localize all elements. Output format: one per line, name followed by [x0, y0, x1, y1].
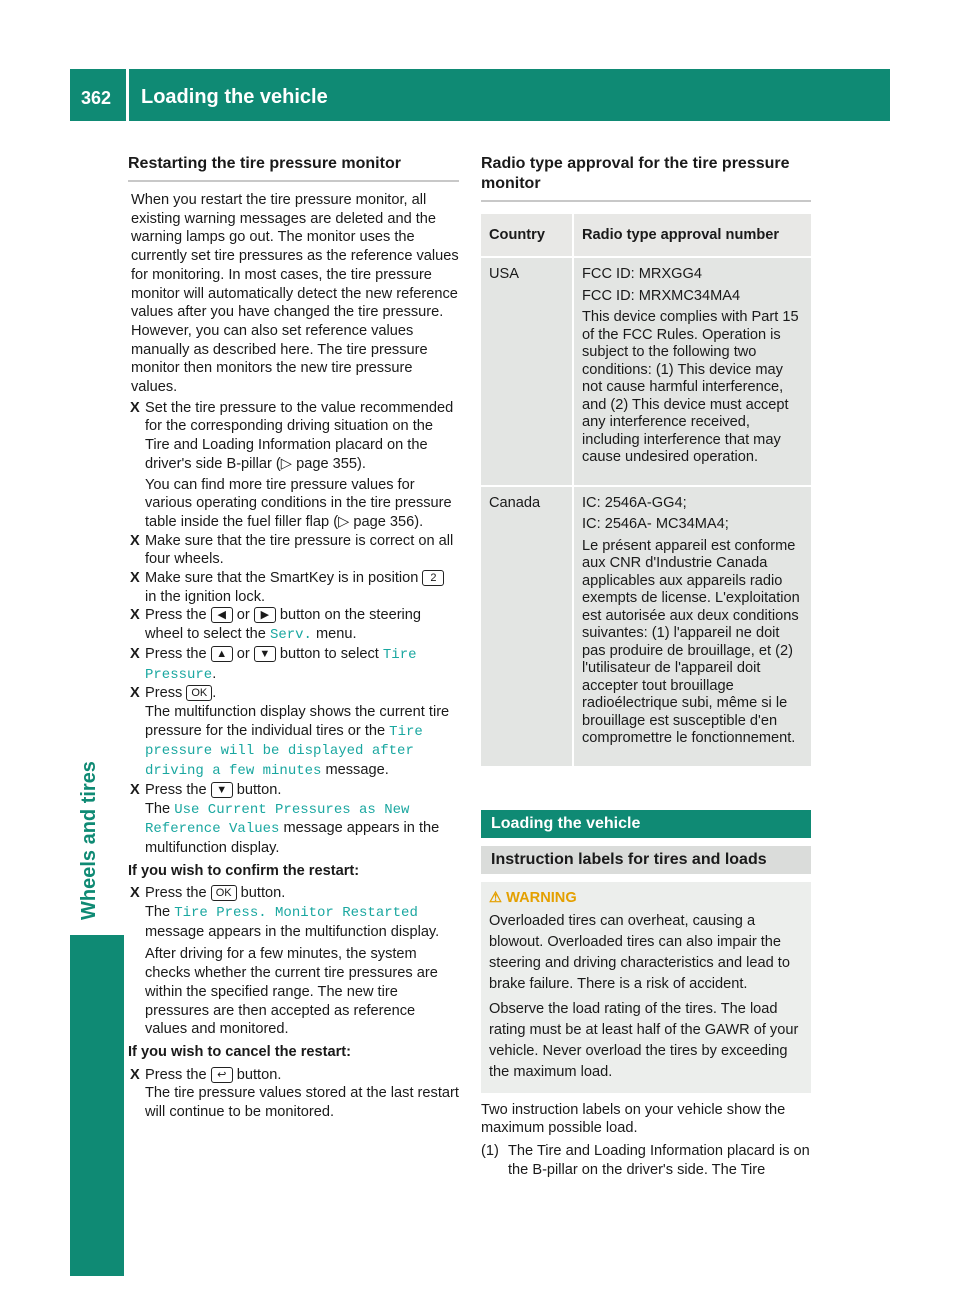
approval-table — [481, 214, 811, 766]
section-heading-radio: Radio type approval for the tire pressure monitor — [481, 155, 790, 192]
down-arrow-button-icon: ▼ — [254, 646, 276, 662]
intro-paragraph: When you restart the tire pressure monitor, all existing warning messages are deleted and the warning lamps go out. The monitor uses the currently set tire pressures as the reference values for monitoring. In most cases, the tire pressure monitor will automatically detect the new reference values after you have changed the tire pressure. However, you can also set reference values manually as described here. The tire pressure monitor then monitors the new tire pressure values. — [131, 192, 459, 396]
step-marker-icon: X — [130, 399, 140, 416]
left-column — [128, 154, 459, 1122]
heading-rule — [128, 180, 459, 182]
warning-label: WARNING — [506, 889, 577, 906]
menu-name-tire-pressure: Tire Pressure — [145, 646, 417, 683]
step-marker-icon: X — [130, 607, 140, 624]
labels-intro: Two instruction labels on your vehicle show the maximum possible load. — [481, 1101, 786, 1137]
warning-text: Overloaded tires can overheat, causing a blowout. Overloaded tires can also impair the steering and driving characteristics and lead to brake failure. There is a risk of accident. — [489, 912, 790, 992]
confirm-heading: If you wish to confirm the restart: — [128, 862, 360, 879]
table-header-country: Country — [481, 214, 573, 257]
step-cancel: X Press the ↩ button. The tire pressure values stored at the last restart will continue to be monitored. — [130, 1066, 459, 1121]
side-tab-block — [70, 935, 124, 1276]
table-row — [481, 486, 811, 766]
page-ref-icon: ▷ — [280, 455, 293, 472]
ok-button-icon: OK — [211, 885, 237, 901]
header-divider — [126, 69, 129, 121]
step-marker-icon: X — [130, 685, 140, 702]
step-press-down: X Press the ▼ button. The Use Current Pressures as New Reference Values message appears in the multifunction display. — [130, 781, 440, 856]
section-heading-restart: Restarting the tire pressure monitor — [128, 155, 401, 172]
table-cell-country: USA — [481, 257, 573, 486]
cancel-heading: If you wish to cancel the restart: — [128, 1043, 352, 1060]
page-number: 362 — [81, 88, 112, 108]
step-confirm: X Press the OK button. The Tire Press. Monitor Restarted message appears in the multifunction display. After driving for a few minutes, the system checks whether the current tire pressures are within the specified range. The new tire pressures are then accepted as reference values and monitored. — [128, 884, 459, 1039]
page-link[interactable]: page 355). — [296, 455, 366, 472]
right-arrow-button-icon: ▶ — [254, 607, 276, 623]
step-set-pressure: X Set the tire pressure to the value recommended for the corresponding driving situation on the Tire and Loading Information placard on the driver's side B-pillar (▷ page 355). You can find more tire pressure values for various operating conditions in the tire pressure table inside the fuel filler flap (▷ page 356). — [130, 399, 454, 530]
step-marker-icon: X — [130, 570, 140, 587]
display-message: Tire pressure will be displayed after driving a few minutes — [145, 723, 423, 780]
down-arrow-button-icon: ▼ — [211, 782, 233, 798]
heading-rule — [481, 200, 811, 202]
step-marker-icon: X — [130, 532, 140, 549]
menu-name-serv: Serv. — [269, 627, 312, 644]
list-item: (1) The Tire and Loading Information placard is on the B-pillar on the driver's side. The Tire — [481, 1142, 810, 1178]
table-cell-country: Canada — [481, 486, 573, 766]
display-message: Tire Press. Monitor Restarted — [174, 905, 418, 922]
step-marker-icon: X — [130, 645, 140, 662]
step-marker-icon: X — [130, 1066, 140, 1083]
step-check-wheels: X Make sure that the tire pressure is correct on all four wheels. — [130, 532, 454, 568]
warning-triangle-icon: ⚠ — [489, 889, 503, 906]
step-smartkey: X Make sure that the SmartKey is in position 2 in the ignition lock. — [128, 569, 459, 606]
step-select-tire-pressure: X Press the ▲ or ▼ button to select Tire Pressure. — [130, 645, 417, 683]
page-link[interactable]: page 356). — [353, 513, 424, 530]
warning-box — [481, 882, 811, 1093]
list-number: (1) — [481, 1142, 499, 1159]
right-column — [481, 154, 811, 1179]
section-bar-loading: Loading the vehicle — [481, 810, 811, 838]
subsection-bar-labels: Instruction labels for tires and loads — [481, 846, 811, 874]
step-select-serv: X Press the ◀ or ▶ button on the steering wheel to select the Serv. menu. — [130, 607, 422, 644]
table-cell-approval: IC: 2546A-GG4; IC: 2546A- MC34MA4; Le présent appareil est conforme aux CNR d'Industrie Canada applicables aux appareils radio exempts de license. L'exploitation est autorisée aux deux conditions suivantes: (1) l'appareil ne doit pas produire de brouillage, et (2) l'utilisateur de l'appareil doit accepter tout brouillage radioélectrique subi, même si le brouillage est susceptible d'en compromettre le fonctionnement. — [573, 486, 811, 766]
display-message: Use Current Pressures as New Reference Values — [145, 801, 410, 838]
side-tab-label: Wheels and tires — [78, 761, 100, 920]
confirm-extra: After driving for a few minutes, the system checks whether the current tire pressures are within the specified range. The new tire pressures are then accepted as reference values and monitored. — [145, 946, 438, 1038]
back-button-icon: ↩ — [211, 1067, 233, 1083]
step-marker-icon: X — [130, 885, 140, 902]
table-cell-approval: FCC ID: MRXGG4 FCC ID: MRXMC34MA4 This device complies with Part 15 of the FCC Rules. Operation is subject to the following two conditions: (1) This device may not cause harmful interference, and (2) This device must accept any interference received, including interference that may cause undesired operation. — [573, 257, 811, 486]
ok-button-icon: OK — [186, 685, 212, 701]
table-header-approval: Radio type approval number — [573, 214, 811, 257]
step-press-ok: X Press OK . The multifunction display shows the current tire pressure for the individual tires or the Tire pressure will be displayed after driving a few minutes message. — [130, 685, 450, 780]
page-ref-icon: ▷ — [338, 513, 350, 530]
step-marker-icon: X — [130, 781, 140, 798]
key-position-2: 2 — [422, 570, 444, 586]
page-title: Loading the vehicle — [141, 86, 328, 108]
table-row — [481, 257, 811, 486]
left-arrow-button-icon: ◀ — [211, 607, 233, 623]
up-arrow-button-icon: ▲ — [211, 646, 233, 662]
warning-text: Observe the load rating of the tires. The load rating must be at least half of the GAWR of your vehicle. Never overload the tires by exceeding the maximum load. — [489, 1000, 799, 1080]
